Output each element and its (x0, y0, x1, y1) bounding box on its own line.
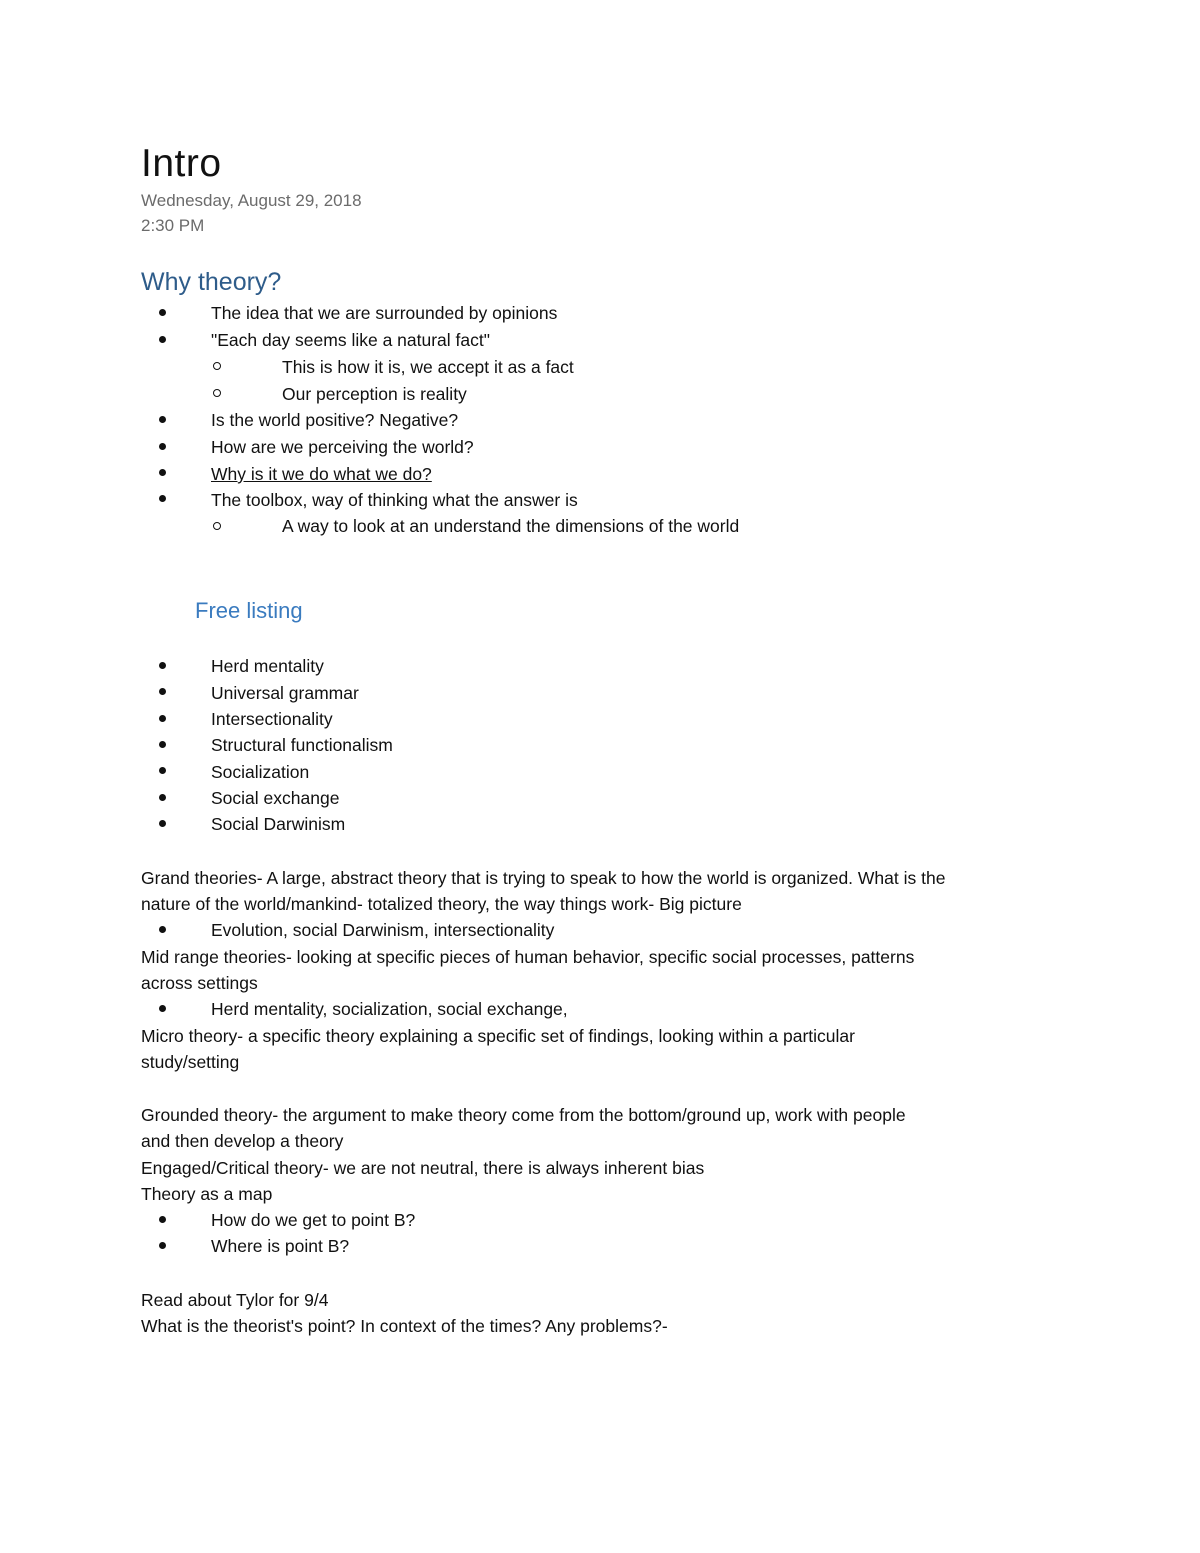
list-item: Intersectionality (211, 709, 333, 729)
list-item: This is how it is, we accept it as a fact (282, 357, 574, 377)
list-item-underlined: Why is it we do what we do? (211, 464, 432, 484)
list-item: Socialization (211, 762, 310, 782)
list-item: A way to look at an understand the dimensions of the world (282, 516, 740, 536)
list-item: Social Darwinism (211, 814, 346, 834)
bullet-icon (159, 715, 166, 722)
list-item: Universal grammar (211, 683, 359, 703)
list-item: Social exchange (211, 788, 340, 808)
bullet-icon (159, 741, 166, 748)
list-item: Our perception is reality (282, 384, 467, 404)
list-item: Where is point B? (211, 1236, 350, 1256)
circle-bullet-icon (213, 522, 221, 530)
bullet-icon (159, 820, 166, 827)
page-time: 2:30 PM (141, 216, 205, 235)
list-item: The idea that we are surrounded by opinions (211, 303, 558, 323)
mid-range-text: Mid range theories- looking at specific pieces of human behavior, specific social processes, patterns (141, 947, 915, 967)
bullet-icon (159, 794, 166, 801)
grounded-theory-text-cont: and then develop a theory (141, 1131, 344, 1151)
grand-theories-text: Grand theories- A large, abstract theory that is trying to speak to how the world is organized. What is the (141, 868, 946, 888)
bullet-icon (159, 309, 166, 316)
bullet-icon (159, 1242, 166, 1249)
circle-bullet-icon (213, 362, 221, 370)
list-item: Herd mentality, socialization, social exchange, (211, 999, 568, 1019)
page-date: Wednesday, August 29, 2018 (141, 191, 362, 210)
list-item: How do we get to point B? (211, 1210, 416, 1230)
bullet-icon (159, 1216, 166, 1223)
bullet-icon (159, 416, 166, 423)
list-item: Evolution, social Darwinism, intersectionality (211, 920, 555, 940)
engaged-theory-text: Engaged/Critical theory- we are not neutral, there is always inherent bias (141, 1158, 705, 1178)
bullet-icon (159, 495, 166, 502)
reading-note: Read about Tylor for 9/4 (141, 1290, 329, 1310)
bullet-icon (159, 1005, 166, 1012)
question-note: What is the theorist's point? In context of the times? Any problems?- (141, 1316, 668, 1336)
heading-why-theory: Why theory? (141, 268, 282, 296)
bullet-icon (159, 662, 166, 669)
list-item: "Each day seems like a natural fact" (211, 330, 490, 350)
bullet-icon (159, 469, 166, 476)
theory-map-text: Theory as a map (141, 1184, 273, 1204)
list-item: Is the world positive? Negative? (211, 410, 459, 430)
list-item: The toolbox, way of thinking what the answer is (211, 490, 578, 510)
micro-theory-text-cont: study/setting (141, 1052, 240, 1072)
grounded-theory-text: Grounded theory- the argument to make theory come from the bottom/ground up, work with people (141, 1105, 906, 1125)
bullet-icon (159, 443, 166, 450)
page-title: Intro (141, 142, 222, 185)
circle-bullet-icon (213, 389, 221, 397)
bullet-icon (159, 926, 166, 933)
bullet-icon (159, 767, 166, 774)
list-item: How are we perceiving the world? (211, 437, 474, 457)
bullet-icon (159, 688, 166, 695)
mid-range-text-cont: across settings (141, 973, 258, 993)
heading-free-listing: Free listing (195, 598, 303, 623)
list-item: Structural functionalism (211, 735, 393, 755)
grand-theories-text-cont: nature of the world/mankind- totalized theory, the way things work- Big picture (141, 894, 742, 914)
bullet-icon (159, 336, 166, 343)
list-item: Herd mentality (211, 656, 324, 676)
micro-theory-text: Micro theory- a specific theory explaining a specific set of findings, looking within a particular (141, 1026, 855, 1046)
